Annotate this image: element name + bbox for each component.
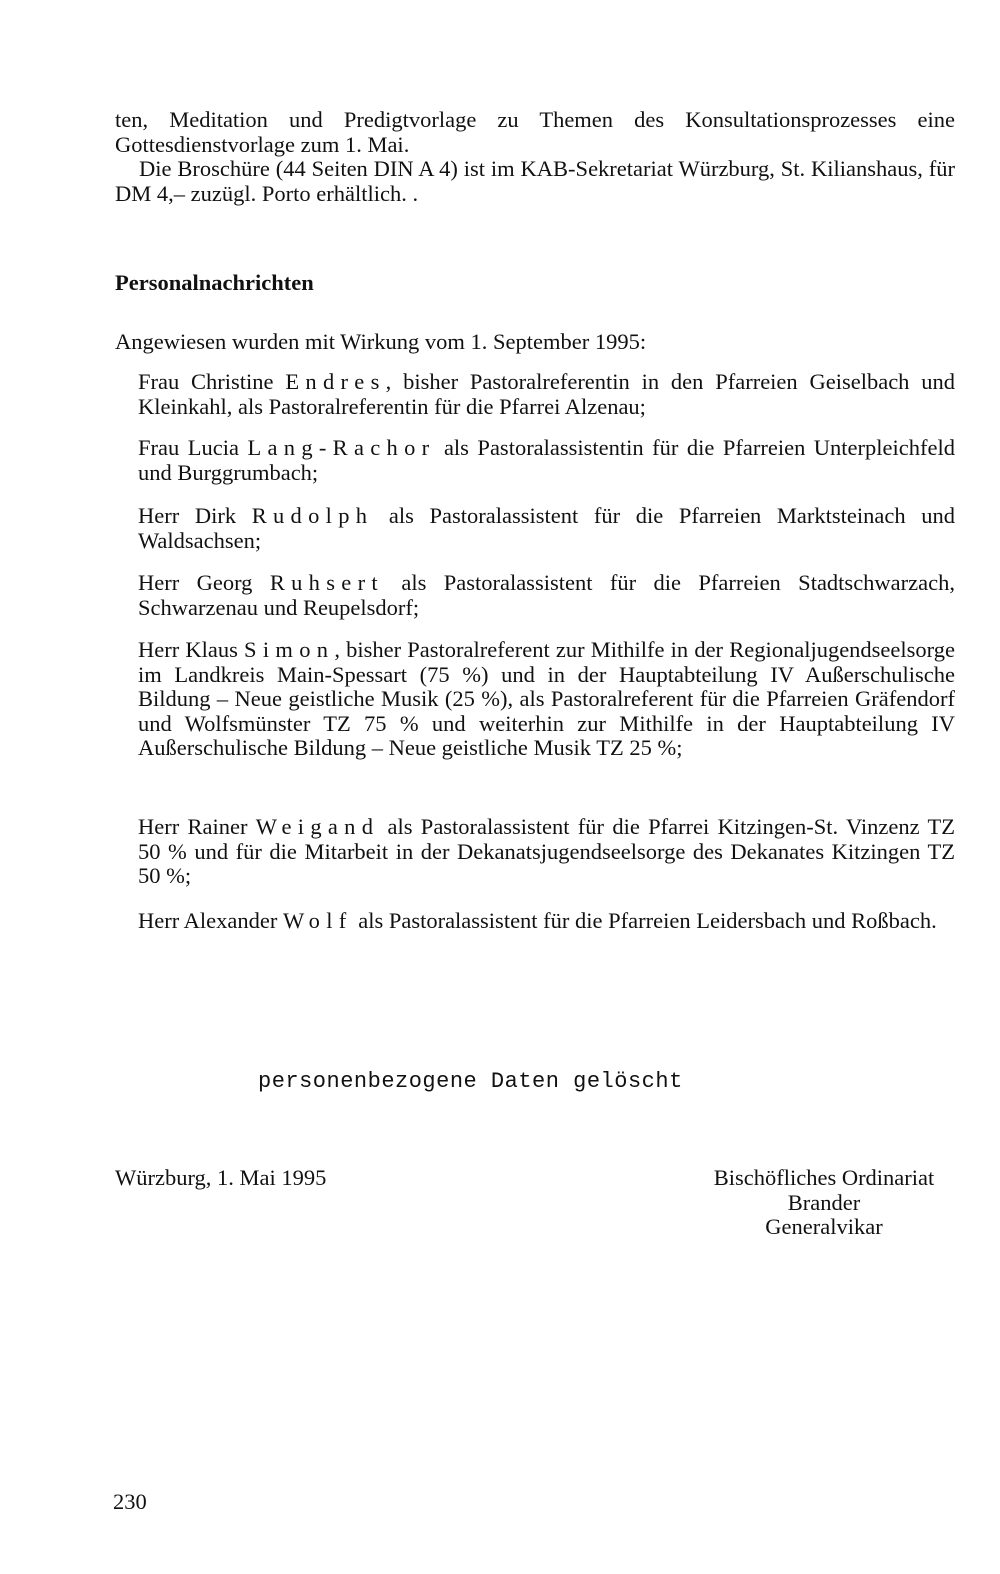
section-heading: Personalnachrichten bbox=[115, 270, 314, 295]
personnel-entry bbox=[138, 815, 955, 889]
entry-prefix: Herr Alexander bbox=[138, 908, 283, 933]
personnel-entry bbox=[138, 571, 955, 620]
intro-paragraph bbox=[115, 108, 955, 206]
signature-name: Brander bbox=[787, 1189, 861, 1215]
personnel-entry bbox=[138, 909, 955, 934]
signature-block bbox=[690, 1166, 958, 1240]
redaction-notice: personenbezogene Daten gelöscht bbox=[258, 1069, 683, 1094]
entry-prefix: Herr Georg bbox=[138, 570, 270, 595]
entry-text: , bisher Pastoralreferentin in den Pfarreien Geiselbach und Kleinkahl, als Pastoralreferentin für die Pfarrei Alzenau; bbox=[138, 369, 955, 419]
entry-prefix: Frau Christine bbox=[138, 369, 286, 394]
entry-name: Rudolph bbox=[251, 503, 374, 528]
page-number: 230 bbox=[113, 1489, 147, 1514]
entry-text: als Pastoralassistent für die Pfarreien Marktsteinach und Waldsachsen; bbox=[138, 503, 955, 553]
signature-title: Generalvikar bbox=[765, 1214, 883, 1239]
entry-text: als Pastoralassistentin für die Pfarreien Unterpleichfeld und Burggrumbach; bbox=[138, 435, 955, 485]
entry-text: , bisher Pastoralreferent zur Mithilfe in der Regionaljugendseelsorge im Landkreis Main-Spessart (75 %) und in der Hauptabteilung IV Außerschulische Bildung – Neue geistliche Musik (25 %), als Pastoralreferent für die Pfarreien Gräfendorf und Wolfsmünster TZ 75 % und weiterhin zur Mithilfe in der Hauptabteilung IV Außerschulische Bildung – Neue geistliche Musik TZ 25 %; bbox=[138, 637, 955, 760]
intro-paragraph-line1: ten, Meditation und Predigtvorlage zu Themen des Konsultationsprozesses eine Gottesdienstvorlage zum 1. Mai. bbox=[115, 107, 955, 157]
entry-text: als Pastoralassistent für die Pfarreien Stadtschwarzach, Schwarzenau und Reupelsdorf; bbox=[138, 570, 955, 620]
personnel-entry bbox=[138, 638, 955, 761]
entry-text: als Pastoralassistent für die Pfarreien Leidersbach und Roßbach. bbox=[352, 908, 937, 933]
entry-text: als Pastoralassistent für die Pfarrei Kitzingen-St. Vinzenz TZ 50 % und für die Mitarbeit in der Dekanatsjugendseelsorge des Dekanates Kitzingen TZ 50 %; bbox=[138, 814, 955, 888]
personnel-entry bbox=[138, 436, 955, 485]
entry-prefix: Herr Dirk bbox=[138, 503, 252, 528]
entry-name: Wolf bbox=[282, 908, 353, 933]
entry-name: Endres bbox=[285, 369, 386, 394]
entry-name: Ruhsert bbox=[269, 570, 384, 595]
entry-prefix: Herr Klaus bbox=[138, 637, 245, 662]
entry-name: Weigand bbox=[255, 814, 380, 839]
signature-office: Bischöfliches Ordinariat bbox=[713, 1165, 935, 1190]
entry-name: Simon bbox=[244, 637, 335, 662]
personnel-entry bbox=[138, 504, 955, 553]
personnel-entry bbox=[138, 370, 955, 419]
place-date: Würzburg, 1. Mai 1995 bbox=[115, 1165, 327, 1190]
entry-prefix: Frau Lucia bbox=[138, 435, 248, 460]
intro-paragraph-line2: Die Broschüre (44 Seiten DIN A 4) ist im KAB-Sekretariat Würzburg, St. Kilianshaus, für DM 4,– zuzügl. Porto erhältlich. . bbox=[115, 156, 955, 206]
section-intro: Angewiesen wurden mit Wirkung vom 1. September 1995: bbox=[115, 329, 647, 354]
entry-prefix: Herr Rainer bbox=[138, 814, 256, 839]
entry-name: Lang-Rachor bbox=[247, 435, 436, 460]
